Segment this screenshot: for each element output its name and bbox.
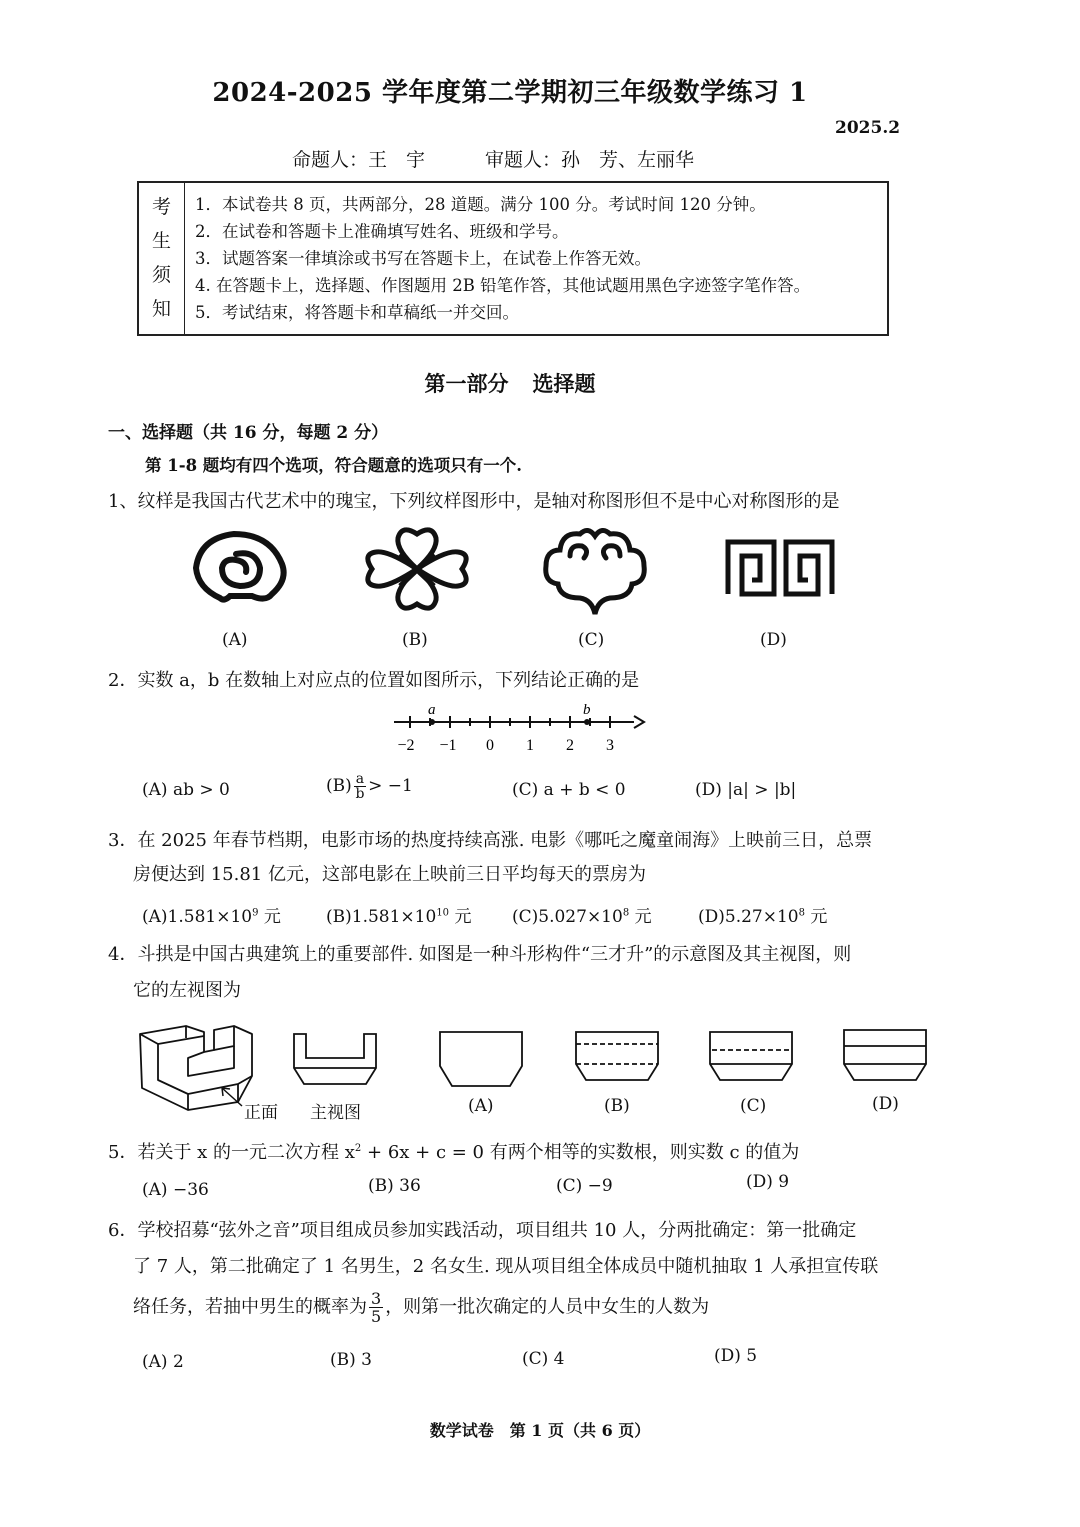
q3-c-unit: 元 [629, 907, 652, 927]
axis-tick-label: −2 [397, 737, 415, 754]
q1-label-c: (C) [578, 630, 605, 650]
notice-item: 5．考试结束，将答题卡和草稿纸一并交回。 [195, 303, 519, 322]
authors-line [292, 145, 694, 172]
q3-b-exp: 10 [436, 907, 450, 919]
q4-main-view-label: 主视图 [310, 1103, 361, 1123]
q4-front-label: 正面 [244, 1103, 278, 1123]
axis-tick-label: −1 [439, 737, 457, 754]
fraction-denominator: 5 [371, 1307, 382, 1326]
candidate-notice-box [137, 181, 889, 336]
q5-option-d[interactable]: (D) 9 [746, 1172, 790, 1192]
page-footer: 数学试卷 第 1 页（共 6 页） [429, 1421, 651, 1440]
q2-option-b[interactable] [326, 772, 413, 801]
q2-option-c[interactable]: (C) a + b < 0 [512, 780, 626, 800]
q1-label-a: (A) [222, 630, 248, 650]
q6-line3-pre: 络任务，若抽中男生的概率为 [133, 1296, 367, 1318]
q5-option-c[interactable]: (C) −9 [556, 1176, 613, 1196]
q3-d-base: (D)5.27×10 [698, 907, 799, 927]
notice-heading-char: 考 [151, 196, 171, 219]
q4-front-arrow [218, 1084, 246, 1108]
notice-heading-char: 须 [151, 263, 171, 286]
mc-note: 第 1-8 题均有四个选项，符合题意的选项只有一个. [145, 456, 523, 475]
q3-option-b[interactable] [326, 902, 471, 927]
q6-option-a[interactable]: (A) 2 [142, 1352, 184, 1372]
setter-label: 命题人：王 宇 [292, 149, 426, 171]
q4-option-a-figure[interactable] [438, 1030, 524, 1088]
q1-label-b: (B) [402, 630, 428, 650]
q3-stem-line1: 3．在 2025 年春节档期，电影市场的热度持续高涨. 电影《哪吒之魔童闹海》上映前三日，总票 [108, 830, 873, 851]
fraction-numerator: 3 [371, 1289, 382, 1308]
section-part: 第一部分 [424, 371, 509, 396]
point-a-label: a [428, 702, 436, 718]
q6-stem-line3 [133, 1290, 709, 1325]
notice-list [195, 191, 883, 326]
q2-option-b-fraction [354, 772, 366, 801]
q6-line3-post: ，则第一批次确定的人员中女生的人数为 [385, 1296, 710, 1318]
q1-label-d: (D) [760, 630, 787, 650]
notice-item: 2．在试卷和答题卡上准确填写姓名、班级和学号。 [195, 222, 569, 241]
mc-heading: 一、选择题（共 16 分，每题 2 分） [108, 423, 389, 443]
point-a [429, 719, 435, 725]
q6-stem-line1: 6．学校招募“弦外之音”项目组成员参加实践活动，项目组共 10 人，分两批确定：第一批确定 [108, 1220, 857, 1241]
q3-d-unit: 元 [805, 907, 828, 927]
q3-c-exp: 8 [622, 907, 630, 919]
notice-item: 1．本试卷共 8 页，共两部分，28 道题。满分 100 分。考试时间 120 分钟。 [195, 195, 766, 214]
q1-figure-c [540, 524, 650, 622]
axis-tick-label: 2 [566, 737, 574, 754]
section-title [0, 368, 1020, 398]
q4-option-b-figure[interactable] [574, 1030, 660, 1082]
q3-option-c[interactable] [512, 902, 652, 927]
q3-a-unit: 元 [258, 907, 281, 927]
q4-stem-line1: 4．斗拱是中国古典建筑上的重要部件. 如图是一种斗形构件“三才升”的示意图及其主视图，则 [108, 944, 852, 965]
q3-d-exp: 8 [798, 907, 805, 919]
q3-stem-line2: 房便达到 15.81 亿元，这部电影在上映前三日平均每天的票房为 [133, 864, 646, 885]
q2-number-line [388, 700, 648, 760]
q2-stem: 2．实数 a，b 在数轴上对应点的位置如图所示，下列结论正确的是 [108, 670, 640, 691]
q5-stem-exp: 2 [354, 1143, 362, 1154]
q4-stem-line2: 它的左视图为 [133, 980, 241, 1001]
fraction-numerator: a [355, 771, 365, 787]
q4-label-b: (B) [604, 1096, 630, 1116]
q5-stem-post: + 6x + c = 0 有两个相等的实数根，则实数 c 的值为 [361, 1142, 800, 1163]
q1-figure-a [190, 528, 290, 610]
q5-stem-pre: 5．若关于 x 的一元二次方程 x [108, 1142, 355, 1163]
q6-option-d[interactable]: (D) 5 [714, 1346, 758, 1366]
q2-option-a[interactable]: (A) ab > 0 [142, 780, 230, 800]
q4-label-d: (D) [872, 1094, 899, 1114]
q2-option-b-suffix: > −1 [368, 776, 413, 796]
q3-a-base: (A)1.581×10 [142, 907, 253, 927]
q2-option-b-prefix: (B) [326, 776, 352, 796]
q3-b-unit: 元 [449, 907, 472, 927]
notice-heading-char: 知 [151, 297, 171, 320]
q6-option-b[interactable]: (B) 3 [330, 1350, 372, 1370]
q2-option-d[interactable]: (D) |a| > |b| [695, 780, 797, 800]
q4-label-a: (A) [468, 1096, 494, 1116]
fraction-denominator: b [355, 786, 365, 802]
q1-stem: 1、纹样是我国古代艺术中的瑰宝，下列纹样图形中，是轴对称图形但不是中心对称图形的是 [108, 491, 840, 512]
exam-title: 2024-2025 学年度第二学期初三年级数学练习 1 [212, 78, 808, 108]
notice-item: 4. 在答题卡上，选择题、作图题用 2B 铅笔作答，其他试题用黑色字迹签字笔作答。 [195, 276, 811, 295]
axis-tick-label: 3 [606, 737, 614, 754]
q3-c-base: (C)5.027×10 [512, 907, 623, 927]
point-b-label: b [583, 702, 591, 718]
q4-option-c-figure[interactable] [708, 1030, 794, 1082]
q6-fraction [369, 1290, 383, 1325]
axis-tick-label: 0 [486, 737, 494, 754]
q3-a-exp: 9 [252, 907, 259, 919]
axis-tick-label: 1 [526, 737, 534, 754]
notice-item: 3．试题答案一律填涂或书写在答题卡上，在试卷上作答无效。 [195, 249, 651, 268]
section-name: 选择题 [532, 371, 596, 396]
q5-option-a[interactable]: (A) −36 [142, 1180, 209, 1200]
q5-stem [108, 1132, 799, 1170]
notice-heading-char: 生 [151, 230, 171, 253]
q4-label-c: (C) [740, 1096, 767, 1116]
q6-stem-line2: 了 7 人，第二批确定了 1 名男生，2 名女生. 现从项目组全体成员中随机抽取 1 人承担宣传联 [133, 1256, 879, 1277]
point-b [584, 719, 590, 725]
reviewer-label: 审题人：孙 芳、左丽华 [485, 149, 695, 171]
q4-main-view [292, 1032, 378, 1088]
q6-option-c[interactable]: (C) 4 [522, 1349, 565, 1369]
exam-date: 2025.2 [835, 118, 901, 138]
q4-option-d-figure[interactable] [842, 1028, 928, 1082]
q3-b-base: (B)1.581×10 [326, 907, 437, 927]
notice-heading [139, 183, 185, 334]
q1-figure-d [722, 538, 838, 598]
q3-option-a[interactable] [142, 902, 281, 927]
q5-option-b[interactable]: (B) 36 [368, 1176, 421, 1196]
q1-figure-b [362, 524, 472, 614]
q3-option-d[interactable] [698, 902, 827, 927]
